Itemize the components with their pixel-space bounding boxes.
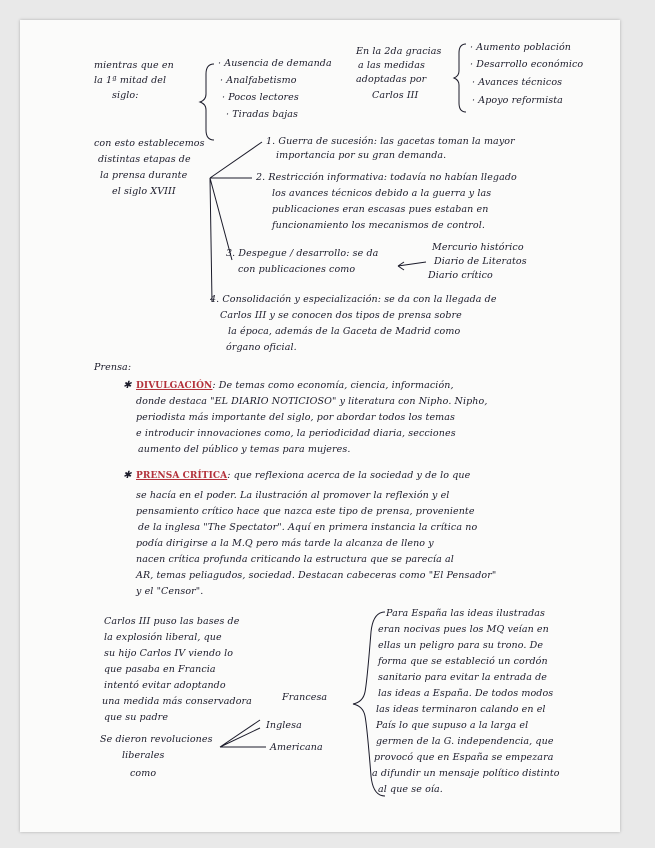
- espana-line: provocó que en España se empezara: [374, 752, 554, 763]
- result-item: · Avances técnicos: [472, 77, 563, 88]
- divulgacion-title: DIVULGACIÓN: [136, 381, 213, 391]
- divulgacion-line: : De temas como economía, ciencia, información,: [212, 380, 454, 391]
- bullet-star: ✱: [123, 470, 132, 481]
- carlos-line: Carlos III puso las bases de: [104, 616, 240, 627]
- critica-line: de la inglesa "The Spectator". Aquí en primera instancia la crítica no: [138, 522, 478, 533]
- stages-intro-line: con esto establecemos: [94, 138, 205, 149]
- notebook-page: [20, 20, 620, 832]
- intro-right-line: a las medidas: [358, 60, 425, 71]
- intro-left-line: siglo:: [112, 90, 139, 101]
- revolution-item: Francesa: [282, 692, 328, 703]
- critica-line: AR, temas peliagudos, sociedad. Destacan cabeceras como "El Pensador": [136, 570, 497, 581]
- espana-line: forma que se estableció un cordón: [378, 656, 548, 667]
- espana-line: las ideas a España. De todos modos: [378, 688, 554, 699]
- cause-item: · Tiradas bajas: [226, 109, 298, 120]
- espana-line: las ideas terminaron calando en el: [376, 704, 546, 715]
- stage-line: con publicaciones como: [238, 264, 356, 275]
- divulgacion-line: donde destaca "EL DIARIO NOTICIOSO" y literatura con Nipho. Nipho,: [136, 396, 488, 407]
- critica-line: : que reflexiona acerca de la sociedad y de lo que: [227, 470, 471, 481]
- critica-line: y el "Censor".: [136, 586, 204, 597]
- stage-line: Carlos III y se conocen dos tipos de prensa sobre: [220, 310, 462, 321]
- critica-title: PRENSA CRÍTICA: [136, 471, 228, 481]
- example-item: Diario crítico: [428, 270, 493, 281]
- divulgacion-line: e introducir innovaciones como, la periodicidad diaria, secciones: [136, 428, 456, 439]
- cause-item: · Pocos lectores: [222, 92, 299, 103]
- example-item: Diario de Literatos: [434, 256, 527, 267]
- stage-line: publicaciones eran escasas pues estaban en: [272, 204, 489, 215]
- espana-line: germen de la G. independencia, que: [376, 736, 554, 747]
- stage-line: 2. Restricción informativa: todavía no habían llegado: [256, 172, 517, 183]
- intro-right-line: Carlos III: [372, 90, 419, 101]
- prensa-heading: Prensa:: [94, 362, 132, 373]
- espana-line: eran nocivas pues los MQ veían en: [378, 624, 549, 635]
- critica-line: nacen crítica profunda criticando la estructura que se parecía al: [136, 554, 454, 565]
- carlos-line: que pasaba en Francia: [104, 664, 216, 675]
- cause-item: · Ausencia de demanda: [218, 58, 332, 69]
- stage-line: 1. Guerra de sucesión: las gacetas toman la mayor: [266, 136, 515, 147]
- carlos-line: una medida más conservadora: [102, 696, 252, 707]
- intro-left-line: mientras que en: [94, 60, 174, 71]
- divulgacion-line: aumento del público y temas para mujeres.: [138, 444, 351, 455]
- critica-line: podía dirigirse a la M.Q pero más tarde la alcanza de lleno y: [136, 538, 434, 549]
- arrow-examples: [398, 262, 426, 270]
- bullet-star: ✱: [123, 380, 132, 391]
- espana-line: ellas un peligro para su trono. De: [378, 640, 544, 651]
- critica-line: se hacía en el poder. La ilustración al promover la reflexión y el: [136, 490, 450, 501]
- stages-connector: [210, 142, 262, 302]
- carlos-line: su hijo Carlos IV viendo lo: [104, 648, 234, 659]
- stage-line: 4. Consolidación y especialización: se da con la llegada de: [210, 294, 497, 305]
- revoluciones-line: Se dieron revoluciones: [100, 734, 213, 745]
- brace-causes: [200, 64, 214, 140]
- cause-item: · Analfabetismo: [220, 75, 297, 86]
- espana-line: sanitario para evitar la entrada de: [378, 672, 547, 683]
- intro-right-line: adoptadas por: [356, 74, 427, 85]
- revolution-item: Americana: [270, 742, 323, 753]
- stage-line: 3. Despegue / desarrollo: se da: [226, 248, 379, 259]
- stage-line: importancia por su gran demanda.: [276, 150, 447, 161]
- revolutions-connector: [220, 720, 266, 747]
- stages-intro-line: la prensa durante: [100, 170, 188, 181]
- example-item: Mercurio histórico: [432, 242, 524, 253]
- carlos-line: la explosión liberal, que: [104, 632, 222, 643]
- result-item: · Aumento población: [470, 42, 572, 53]
- stages-intro-line: distintas etapas de: [98, 154, 191, 165]
- result-item: · Apoyo reformista: [472, 95, 563, 106]
- divulgacion-line: periodista más importante del siglo, por abordar todos los temas: [136, 412, 456, 423]
- revolution-item: Inglesa: [266, 720, 302, 731]
- brace-results: [454, 44, 466, 112]
- stage-line: los avances técnicos debido a la guerra y las: [272, 188, 492, 199]
- revoluciones-line: como: [130, 768, 157, 779]
- stage-line: la época, además de la Gaceta de Madrid como: [228, 326, 461, 337]
- carlos-line: que su padre: [104, 712, 169, 723]
- espana-line: al que se oía.: [378, 784, 443, 795]
- result-item: · Desarrollo económico: [470, 59, 584, 70]
- espana-line: a difundir un mensaje político distinto: [372, 768, 560, 779]
- stages-intro-line: el siglo XVIII: [112, 186, 176, 197]
- espana-line: Para España las ideas ilustradas: [386, 608, 546, 619]
- stage-line: órgano oficial.: [226, 342, 297, 353]
- intro-left-line: la 1ª mitad del: [94, 75, 167, 86]
- espana-line: País lo que supuso a la larga el: [376, 720, 529, 731]
- revoluciones-line: liberales: [122, 750, 165, 761]
- intro-right-line: En la 2da gracias: [356, 46, 442, 57]
- critica-line: pensamiento crítico hace que nazca este tipo de prensa, proveniente: [136, 506, 475, 517]
- stage-line: funcionamiento los mecanismos de control.: [272, 220, 485, 231]
- carlos-line: intentó evitar adoptando: [104, 680, 226, 691]
